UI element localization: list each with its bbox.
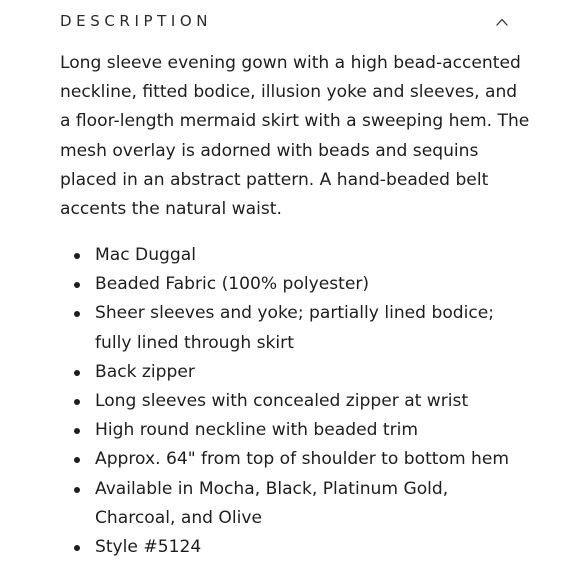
list-item-text: Mac Duggal xyxy=(95,245,196,265)
list-item xyxy=(60,533,530,562)
list-item xyxy=(60,475,530,533)
list-item-text: Available in Mocha, Black, Platinum Gold, Charcoal, and Olive xyxy=(95,478,449,528)
list-item xyxy=(60,241,530,270)
list-item xyxy=(60,358,530,387)
list-item xyxy=(60,445,530,474)
list-item-text: Back zipper xyxy=(95,361,195,382)
bullet-icon xyxy=(74,370,80,376)
section-title: DESCRIPTION xyxy=(60,12,213,30)
list-item-text: Long sleeves with concealed zipper at wrist xyxy=(95,391,469,412)
chevron-up-icon[interactable] xyxy=(495,15,509,29)
list-item xyxy=(60,299,530,357)
description-paragraph: Long sleeve evening gown with a high bead-accented neckline, fitted bodice, illusion yoke and sleeves, and a floor-length mermaid skirt with a sweeping hem. The mesh overlay is adorned with beads and sequins placed in an abstract pattern. A hand-beaded belt accents the natural waist. xyxy=(60,53,530,220)
list-item-text: Beaded Fabric (100% polyester) xyxy=(95,274,370,295)
bullet-icon xyxy=(74,282,80,288)
description-header[interactable] xyxy=(60,10,520,36)
feature-list xyxy=(60,241,530,562)
bullet-icon xyxy=(74,253,80,259)
list-item xyxy=(60,416,530,445)
list-item xyxy=(60,270,530,299)
bullet-icon xyxy=(74,311,80,317)
bullet-icon xyxy=(74,399,80,405)
bullet-icon xyxy=(74,545,80,551)
list-item-text: Style #5124 xyxy=(95,537,202,558)
bullet-icon xyxy=(74,457,80,463)
list-item-text: Approx. 64" from top of shoulder to bottom hem xyxy=(95,449,510,470)
list-item-text: Sheer sleeves and yoke; partially lined bodice; fully lined through skirt xyxy=(95,303,495,353)
list-item-text: High round neckline with beaded trim xyxy=(95,420,419,441)
bullet-icon xyxy=(74,487,80,493)
bullet-icon xyxy=(74,428,80,434)
description-body xyxy=(60,49,530,558)
list-item xyxy=(60,387,530,416)
